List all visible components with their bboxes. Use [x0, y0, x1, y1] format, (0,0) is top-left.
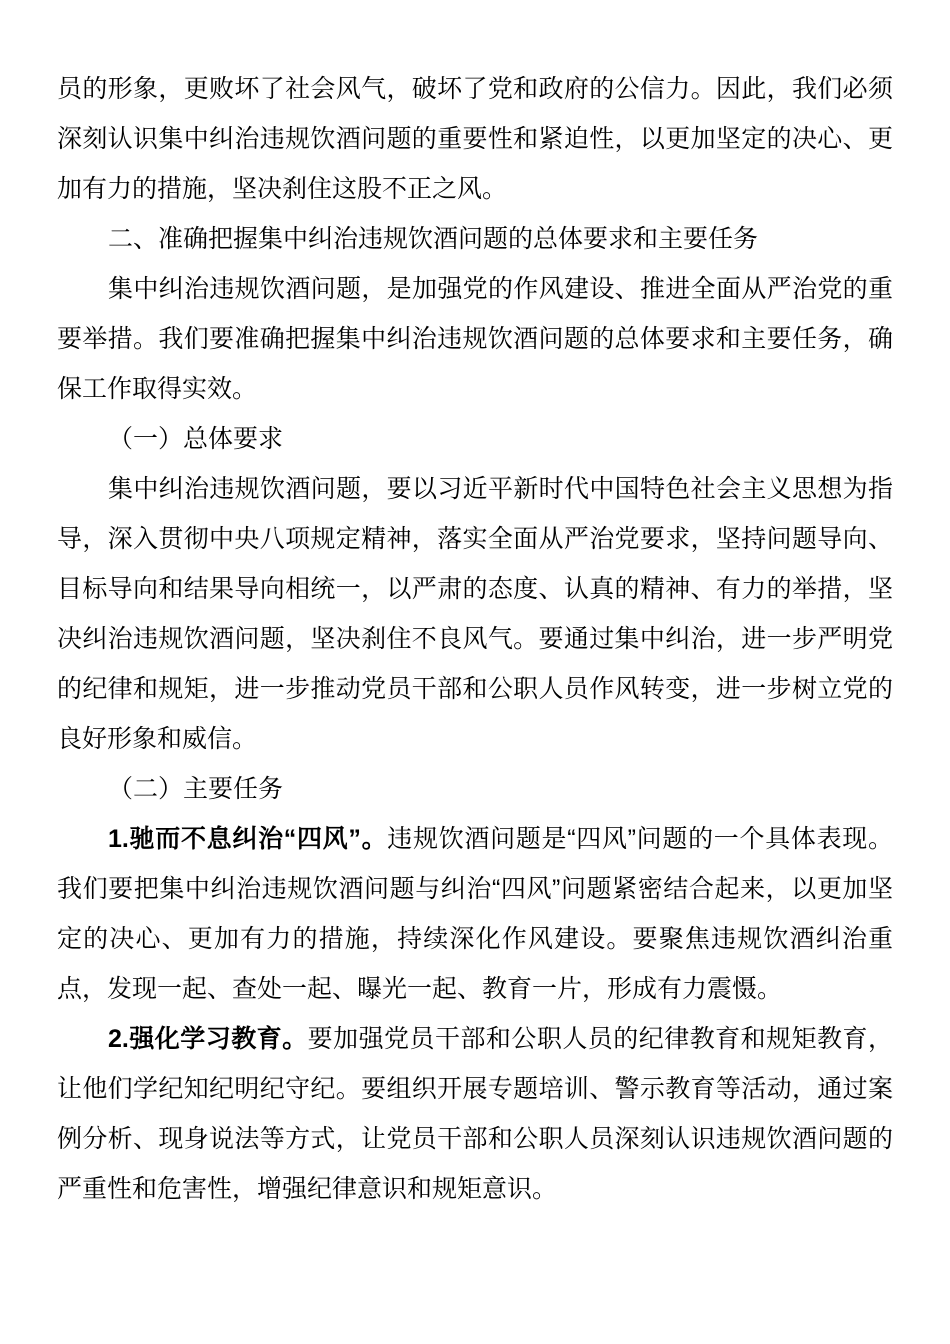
paragraph-bold-lead: 1.驰而不息纠治“四风”。	[108, 825, 388, 853]
paragraph-bold-lead: 2.强化学习教育。	[108, 1025, 308, 1053]
section-heading: （二）主要任务	[108, 775, 284, 803]
paragraph: 1.驰而不息纠治“四风”。违规饮酒问题是“四风”问题的一个具体表现。我们要把集中纠治违规饮酒问题与纠治“四风”问题紧密结合起来，以更加坚定的决心、更加有力的措施，持续深化作风建设。要聚焦违规饮酒纠治重点，发现一起、查处一起、曝光一起、教育一片，形成有力震慑。	[57, 825, 894, 1003]
paragraph: 集中纠治违规饮酒问题，是加强党的作风建设、推进全面从严治党的重要举措。我们要准确把握集中纠治违规饮酒问题的总体要求和主要任务，确保工作取得实效。	[57, 275, 893, 403]
paragraph: 集中纠治违规饮酒问题，要以习近平新时代中国特色社会主义思想为指导，深入贯彻中央八项规定精神，落实全面从严治党要求，坚持问题导向、目标导向和结果导向相统一，以严肃的态度、认真的精神、有力的举措，坚决纠治违规饮酒问题，坚决刹住不良风气。要通过集中纠治，进一步严明党的纪律和规矩，进一步推动党员干部和公职人员作风转变，进一步树立党的良好形象和威信。	[57, 475, 893, 753]
section-heading: 二、准确把握集中纠治违规饮酒问题的总体要求和主要任务	[108, 225, 759, 253]
section-heading: （一）总体要求	[108, 425, 284, 453]
document-body	[57, 64, 893, 1214]
paragraph: 员的形象，更败坏了社会风气，破坏了党和政府的公信力。因此，我们必须深刻认识集中纠治违规饮酒问题的重要性和紧迫性，以更加坚定的决心、更加有力的措施，坚决刹住这股不正之风。	[57, 75, 893, 203]
paragraph: 2.强化学习教育。要加强党员干部和公职人员的纪律教育和规矩教育，让他们学纪知纪明纪守纪。要组织开展专题培训、警示教育等活动，通过案例分析、现身说法等方式，让党员干部和公职人员深刻认识违规饮酒问题的严重性和危害性，增强纪律意识和规矩意识。	[57, 1025, 893, 1203]
